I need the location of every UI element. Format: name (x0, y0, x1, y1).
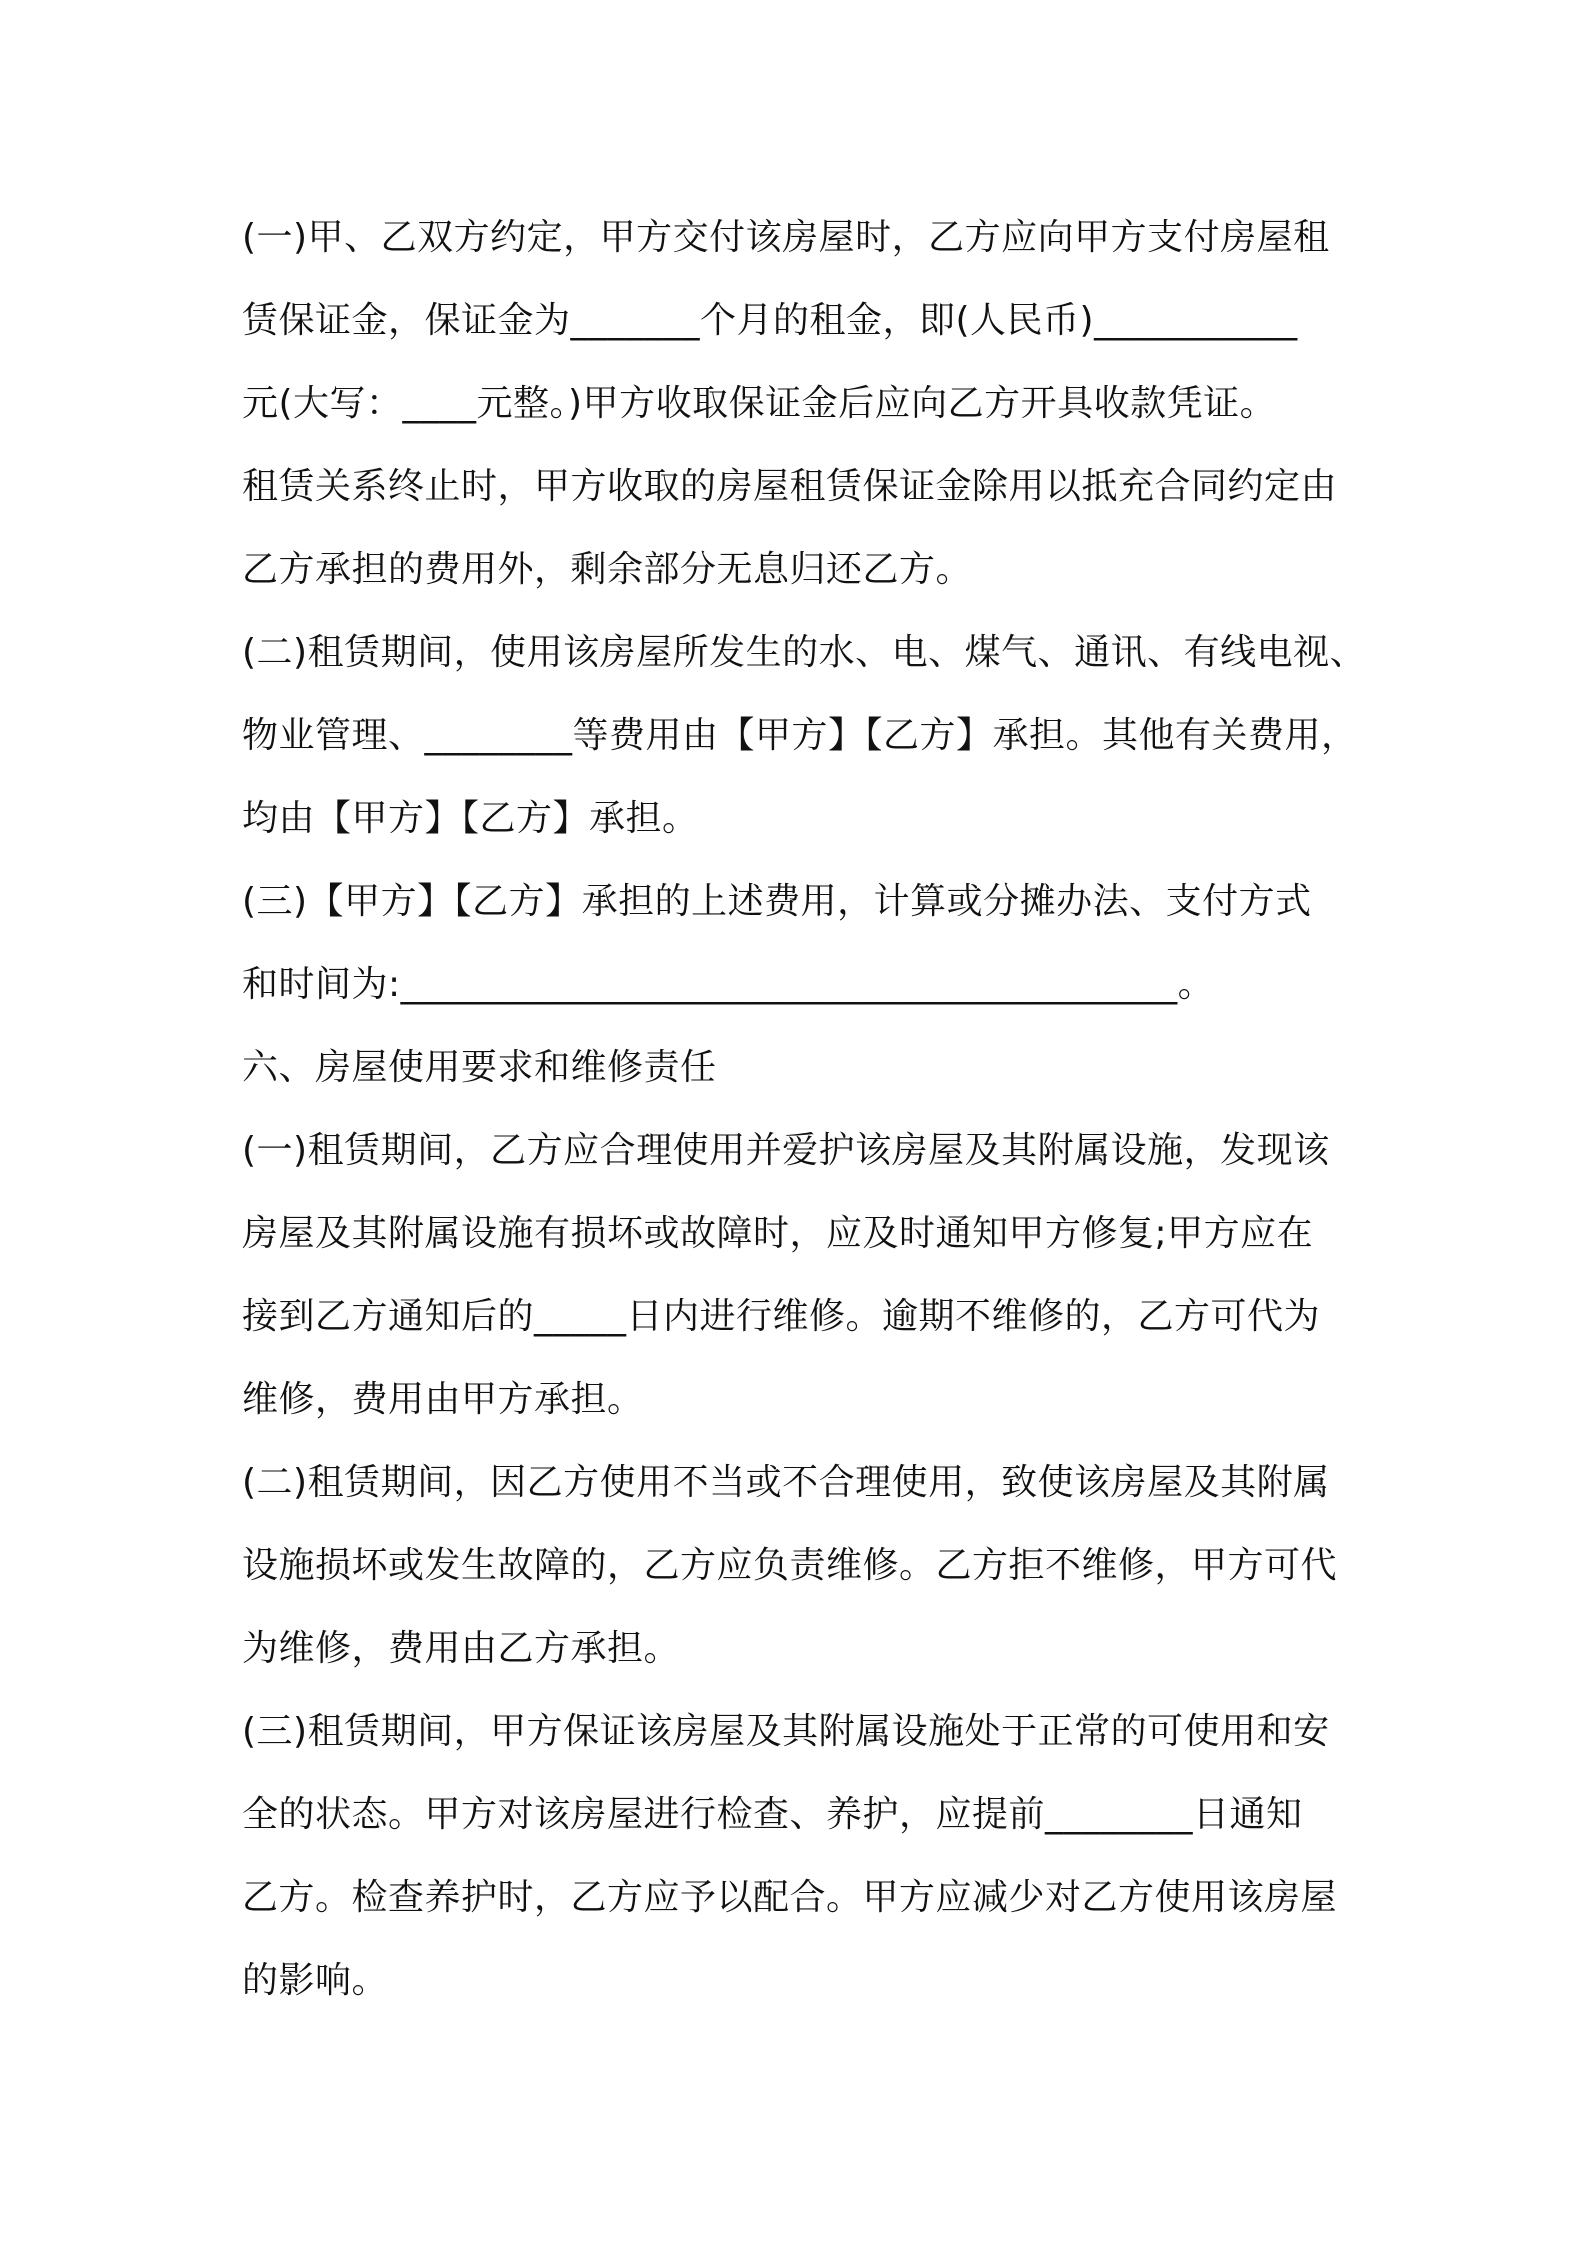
text-line: 的影响。 (242, 1960, 389, 2001)
text-line: 全的状态。甲方对该房屋进行检查、养护，应提前________日通知 (242, 1794, 1303, 1835)
text-line: (一)甲、乙双方约定，甲方交付该房屋时，乙方应向甲方支付房屋租 (242, 217, 1330, 258)
text-line: 物业管理、________等费用由【甲方】【乙方】承担。其他有关费用， (242, 715, 1358, 756)
text-line: 元(大写：____元整。)甲方收取保证金后应向乙方开具收款凭证。 (242, 383, 1277, 424)
text-line: 维修，费用由甲方承担。 (242, 1379, 644, 1420)
text-line: 租赁关系终止时，甲方收取的房屋租赁保证金除用以抵充合同约定由 (242, 466, 1338, 507)
text-line: 和时间为:__________________________________________。 (242, 964, 1215, 1005)
text-line: 赁保证金，保证金为_______个月的租金，即(人民币)___________ (242, 300, 1298, 341)
text-line: 均由【甲方】【乙方】承担。 (242, 798, 699, 839)
text-line: 设施损坏或发生故障的，乙方应负责维修。乙方拒不维修，甲方可代 (242, 1545, 1338, 1586)
text-line: (三)租赁期间，甲方保证该房屋及其附属设施处于正常的可使用和安 (242, 1711, 1330, 1752)
text-line: (二)租赁期间，使用该房屋所发生的水、电、煤气、通讯、有线电视、 (242, 632, 1367, 673)
text-line: 房屋及其附属设施有损坏或故障时，应及时通知甲方修复;甲方应在 (242, 1213, 1314, 1254)
section-heading: 六、房屋使用要求和维修责任 (242, 1047, 717, 1088)
text-line: 接到乙方通知后的_____日内进行维修。逾期不维修的，乙方可代为 (242, 1296, 1321, 1337)
text-line: 为维修，费用由乙方承担。 (242, 1628, 681, 1669)
document-body (242, 196, 1367, 2022)
text-line: (三)【甲方】【乙方】承担的上述费用，计算或分摊办法、支付方式 (242, 881, 1312, 922)
text-line: 乙方。检查养护时，乙方应予以配合。甲方应减少对乙方使用该房屋 (242, 1877, 1338, 1918)
text-line: (一)租赁期间，乙方应合理使用并爱护该房屋及其附属设施，发现该 (242, 1130, 1330, 1171)
text-line: (二)租赁期间，因乙方使用不当或不合理使用，致使该房屋及其附属 (242, 1462, 1330, 1503)
text-line: 乙方承担的费用外，剩余部分无息归还乙方。 (242, 549, 973, 590)
